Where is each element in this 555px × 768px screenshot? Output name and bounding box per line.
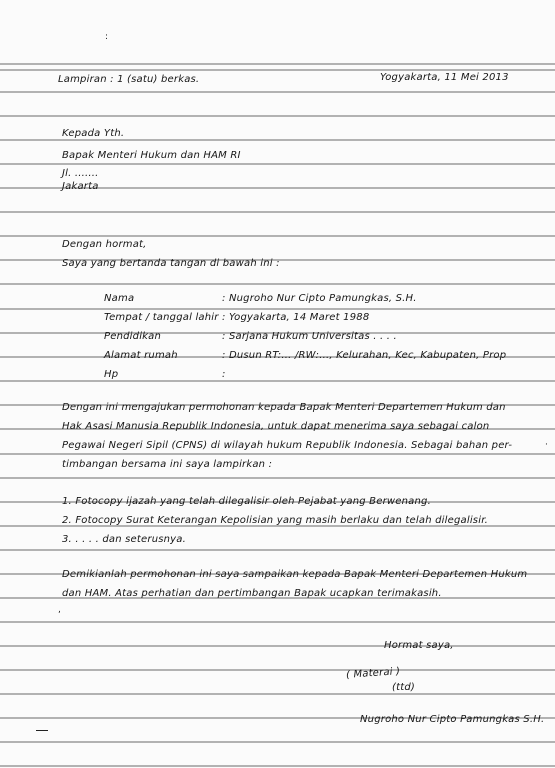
stray-mark — [36, 730, 48, 731]
intro-line: Saya yang bertanda tangan di bawah ini : — [62, 258, 280, 269]
identity-value: : Dusun RT:... /RW:..., Kelurahan, Kec, Kabupaten, Prop — [222, 350, 507, 361]
closing-line: Demikianlah permohonan ini saya sampaikan kepada Bapak Menteri Departemen Hukum — [62, 569, 528, 580]
stray-mark: , — [58, 605, 61, 615]
identity-value: : — [222, 369, 226, 380]
signatory-name: Nugroho Nur Cipto Pamungkas S.H. — [360, 714, 545, 725]
stray-mark: : — [105, 32, 109, 42]
recipient-line: Jakarta — [62, 181, 99, 192]
stray-mark: · — [545, 440, 548, 450]
signed-mark: (ttd) — [392, 682, 415, 693]
attachment-item: 1. Fotocopy ijazah yang telah dilegalisir oleh Pejabat yang Berwenang. — [62, 496, 431, 507]
greeting: Dengan hormat, — [62, 239, 147, 250]
identity-label: Alamat rumah — [104, 350, 178, 361]
recipient-line: Kepada Yth. — [62, 128, 125, 139]
attachment-item: 2. Fotocopy Surat Keterangan Kepolisian yang masih berlaku dan telah dilegalisir. — [62, 515, 488, 526]
recipient-line: Jl. ....... — [62, 168, 99, 179]
recipient-line: Bapak Menteri Hukum dan HAM RI — [62, 150, 241, 161]
closing-line: dan HAM. Atas perhatian dan pertimbangan Bapak ucapkan terimakasih. — [62, 588, 442, 599]
attachment-item: 3. . . . . dan seterusnya. — [62, 534, 186, 545]
identity-value: : Nugroho Nur Cipto Pamungkas, S.H. — [222, 293, 417, 304]
identity-label: Nama — [104, 293, 135, 304]
stamp-placeholder: ( Materai ) — [345, 666, 401, 681]
body-line: Dengan ini mengajukan permohonan kepada Bapak Menteri Departemen Hukum dan — [62, 402, 506, 413]
identity-label: Tempat / tanggal lahir — [104, 312, 219, 323]
identity-label: Hp — [104, 369, 119, 380]
body-line: Hak Asasi Manusia Republik Indonesia, untuk dapat menerima saya sebagai calon — [62, 421, 490, 432]
place-date: Yogyakarta, 11 Mei 2013 — [380, 72, 509, 83]
body-line: timbangan bersama ini saya lampirkan : — [62, 459, 273, 470]
identity-label: Pendidikan — [104, 331, 162, 342]
body-line: Pegawai Negeri Sipil (CPNS) di wilayah hukum Republik Indonesia. Sebagai bahan per- — [62, 440, 513, 451]
identity-value: : Sarjana Hukum Universitas . . . . — [222, 331, 397, 342]
identity-value: : Yogyakarta, 14 Maret 1988 — [222, 312, 370, 323]
salutation: Hormat saya, — [384, 640, 454, 651]
attachment-count: Lampiran : 1 (satu) berkas. — [58, 74, 200, 85]
